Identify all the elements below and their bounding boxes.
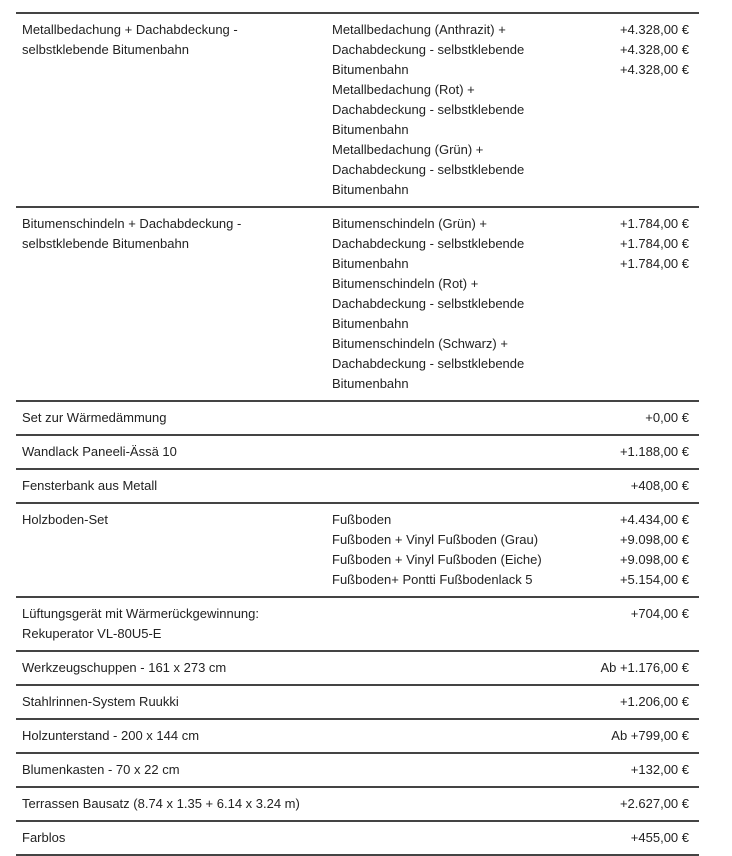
table-row bbox=[16, 787, 699, 821]
item-prices bbox=[572, 13, 699, 207]
item-name: Bitumenschindeln + Dachabdeckung - selbstklebende Bitumenbahn bbox=[16, 207, 324, 401]
price-value: +1.784,00 € bbox=[619, 256, 689, 271]
item-prices bbox=[572, 597, 699, 651]
price-value: +2.627,00 € bbox=[619, 796, 689, 811]
item-options bbox=[324, 719, 572, 753]
option-label: Metallbedachung (Anthrazit) + Dachabdeckung - selbstklebende Bitumenbahn bbox=[332, 22, 525, 77]
item-name: Fensterbank aus Metall bbox=[16, 469, 324, 503]
item-options bbox=[324, 435, 572, 469]
item-options bbox=[324, 787, 572, 821]
option-label: Fußboden bbox=[332, 512, 392, 527]
item-prices bbox=[572, 685, 699, 719]
price-value: +1.206,00 € bbox=[619, 694, 689, 709]
item-name: Set zur Wärmedämmung bbox=[16, 401, 324, 435]
item-options bbox=[324, 821, 572, 855]
table-row bbox=[16, 401, 699, 435]
item-options bbox=[324, 651, 572, 685]
price-value: +704,00 € bbox=[630, 606, 689, 621]
item-prices bbox=[572, 401, 699, 435]
table-row bbox=[16, 597, 699, 651]
item-name: Metallbedachung + Dachabdeckung - selbstklebende Bitumenbahn bbox=[16, 13, 324, 207]
price-value: +408,00 € bbox=[630, 478, 689, 493]
item-options bbox=[324, 401, 572, 435]
item-options bbox=[324, 685, 572, 719]
table-row bbox=[16, 753, 699, 787]
item-prices bbox=[572, 719, 699, 753]
item-prices bbox=[572, 469, 699, 503]
table-row bbox=[16, 651, 699, 685]
item-options bbox=[324, 597, 572, 651]
item-name: Werkzeugschuppen - 161 x 273 cm bbox=[16, 651, 324, 685]
item-name: Farblos bbox=[16, 821, 324, 855]
item-name: Wandlack Paneeli-Ässä 10 bbox=[16, 435, 324, 469]
item-options bbox=[324, 753, 572, 787]
item-name: Stahlrinnen-System Ruukki bbox=[16, 685, 324, 719]
price-value: Ab +799,00 € bbox=[611, 728, 689, 743]
price-value: +1.784,00 € bbox=[619, 216, 689, 231]
option-label: Fußboden + Vinyl Fußboden (Grau) bbox=[332, 532, 539, 547]
table-row bbox=[16, 469, 699, 503]
option-label: Bitumenschindeln (Rot) + Dachabdeckung - selbstklebende Bitumenbahn bbox=[332, 276, 525, 331]
item-prices bbox=[572, 753, 699, 787]
item-prices bbox=[572, 503, 699, 597]
item-name: Terrassen Bausatz (8.74 x 1.35 + 6.14 x 3.24 m) bbox=[16, 787, 324, 821]
item-options bbox=[324, 503, 572, 597]
price-value: +9.098,00 € bbox=[619, 532, 689, 547]
table-row bbox=[16, 503, 699, 597]
price-value: +132,00 € bbox=[630, 762, 689, 777]
price-table bbox=[16, 12, 699, 856]
table-row bbox=[16, 685, 699, 719]
item-options bbox=[324, 13, 572, 207]
item-prices bbox=[572, 821, 699, 855]
price-value: +4.328,00 € bbox=[619, 42, 689, 57]
option-label: Bitumenschindeln (Grün) + Dachabdeckung - selbstklebende Bitumenbahn bbox=[332, 216, 525, 271]
price-value: +9.098,00 € bbox=[619, 552, 689, 567]
option-label: Metallbedachung (Grün) + Dachabdeckung - selbstklebende Bitumenbahn bbox=[332, 142, 525, 197]
option-label: Fußboden + Vinyl Fußboden (Eiche) bbox=[332, 552, 542, 567]
option-label: Fußboden+ Pontti Fußbodenlack 5 bbox=[332, 572, 533, 587]
item-name: Lüftungsgerät mit Wärmerückgewinnung: Rekuperator VL-80U5-E bbox=[16, 597, 324, 651]
price-value: +4.434,00 € bbox=[619, 512, 689, 527]
price-value: +1.784,00 € bbox=[619, 236, 689, 251]
item-options bbox=[324, 469, 572, 503]
price-value: +4.328,00 € bbox=[619, 22, 689, 37]
price-value: +455,00 € bbox=[630, 830, 689, 845]
item-prices bbox=[572, 435, 699, 469]
table-row bbox=[16, 821, 699, 855]
price-value: +1.188,00 € bbox=[619, 444, 689, 459]
item-prices bbox=[572, 207, 699, 401]
item-name: Holzunterstand - 200 x 144 cm bbox=[16, 719, 324, 753]
item-options bbox=[324, 207, 572, 401]
table-row bbox=[16, 435, 699, 469]
table-row bbox=[16, 207, 699, 401]
price-value: +5.154,00 € bbox=[619, 572, 689, 587]
price-value: +4.328,00 € bbox=[619, 62, 689, 77]
table-row bbox=[16, 719, 699, 753]
option-label: Metallbedachung (Rot) + Dachabdeckung - selbstklebende Bitumenbahn bbox=[332, 82, 525, 137]
price-value: +0,00 € bbox=[645, 410, 689, 425]
option-label: Bitumenschindeln (Schwarz) + Dachabdeckung - selbstklebende Bitumenbahn bbox=[332, 336, 525, 391]
item-name: Holzboden-Set bbox=[16, 503, 324, 597]
table-row bbox=[16, 13, 699, 207]
item-prices bbox=[572, 651, 699, 685]
price-value: Ab +1.176,00 € bbox=[600, 660, 689, 675]
item-prices bbox=[572, 787, 699, 821]
item-name: Blumenkasten - 70 x 22 cm bbox=[16, 753, 324, 787]
